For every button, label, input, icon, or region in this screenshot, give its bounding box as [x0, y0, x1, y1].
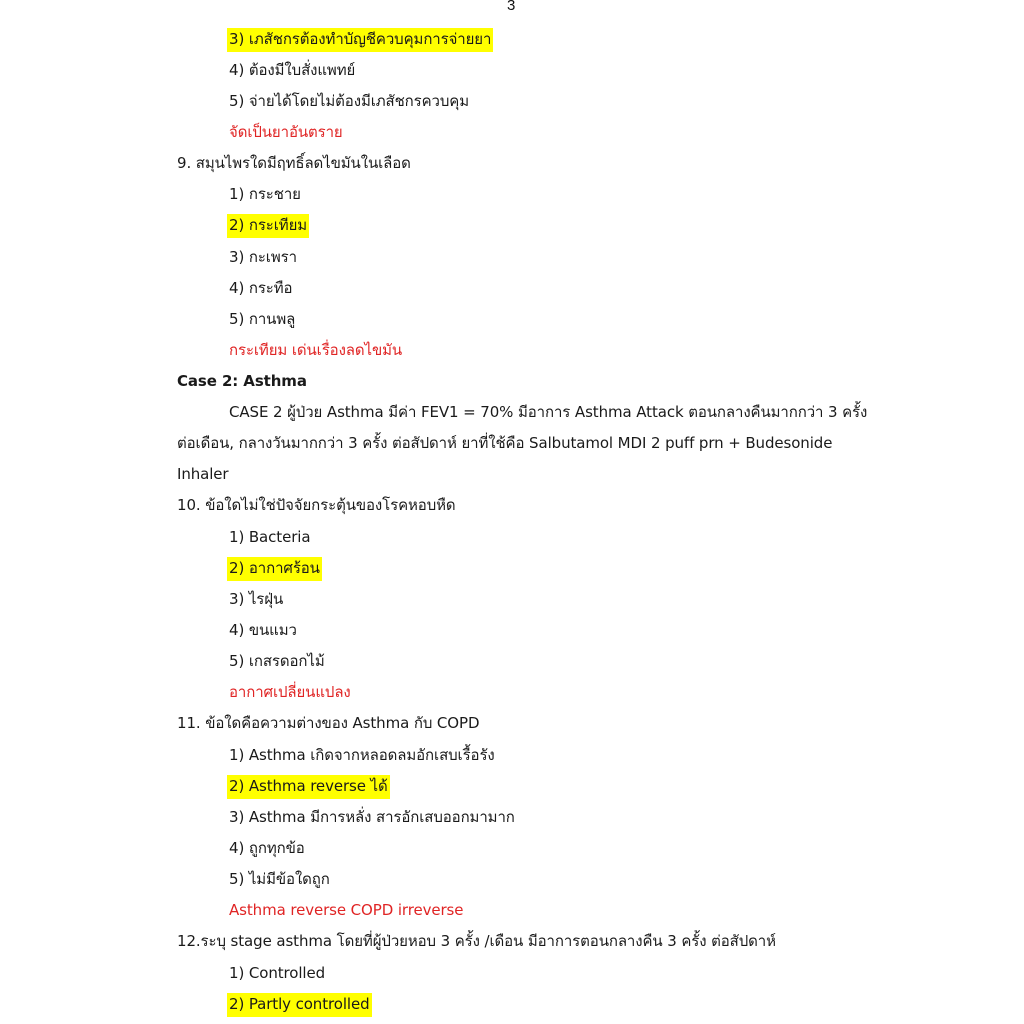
question-11: 11. ข้อใดคือความต่างของ Asthma กับ COPD: [177, 714, 480, 732]
case-heading: Case 2: Asthma: [177, 372, 307, 390]
option-line: [229, 775, 390, 797]
question-9: 9. สมุนไพรใดมีฤทธิ์ลดไขมันในเลือด: [177, 154, 411, 172]
answer-explanation: จัดเป็นยาอันตราย: [229, 123, 343, 141]
option-line: 4) ถูกทุกข้อ: [229, 839, 305, 857]
highlighted-answer: 2) Partly controlled: [227, 993, 372, 1017]
option-line: 4) ต้องมีใบสั่งแพทย์: [229, 61, 356, 79]
option-line: 1) Controlled: [229, 964, 326, 982]
answer-explanation: อากาศเปลี่ยนแปลง: [229, 683, 351, 701]
option-line: [229, 28, 493, 50]
page-number: 3: [507, 0, 516, 14]
case-paragraph-line: Inhaler: [177, 465, 229, 483]
highlighted-answer: 2) กระเทียม: [227, 214, 309, 238]
highlighted-answer: 3) เภสัชกรต้องทำบัญชีควบคุมการจ่ายยา: [227, 28, 493, 52]
option-line: 5) ไม่มีข้อใดถูก: [229, 870, 330, 888]
case-paragraph-line: CASE 2 ผู้ป่วย Asthma มีค่า FEV1 = 70% มีอาการ Asthma Attack ตอนกลางคืนมากกว่า 3 ครั้ง: [229, 403, 868, 421]
option-line: 3) กะเพรา: [229, 248, 297, 266]
option-line: 1) Asthma เกิดจากหลอดลมอักเสบเรื้อรัง: [229, 746, 495, 764]
highlighted-answer: 2) อากาศร้อน: [227, 557, 322, 581]
option-line: [229, 557, 322, 579]
option-line: 5) เกสรดอกไม้: [229, 652, 325, 670]
option-line: 4) ขนแมว: [229, 621, 297, 639]
option-line: 4) กระทือ: [229, 279, 293, 297]
question-12: 12.ระบุ stage asthma โดยที่ผู้ป่วยหอบ 3 ครั้ง /เดือน มีอาการตอนกลางคืน 3 ครั้ง ต่อสัปดาห์: [177, 932, 776, 950]
answer-explanation: กระเทียม เด่นเรื่องลดไขมัน: [229, 341, 403, 359]
option-line: 5) จ่ายได้โดยไม่ต้องมีเภสัชกรควบคุม: [229, 92, 470, 110]
option-line: 3) ไรฝุ่น: [229, 590, 284, 608]
question-10: 10. ข้อใดไม่ใช่ปัจจัยกระตุ้นของโรคหอบหืด: [177, 496, 456, 514]
option-line: [229, 993, 372, 1015]
option-line: 3) Asthma มีการหลั่ง สารอักเสบออกมามาก: [229, 808, 515, 826]
option-line: 5) กานพลู: [229, 310, 296, 328]
case-paragraph-line: ต่อเดือน, กลางวันมากกว่า 3 ครั้ง ต่อสัปดาห์ ยาที่ใช้คือ Salbutamol MDI 2 puff prn + Budesonide: [177, 434, 833, 452]
option-line: [229, 214, 309, 236]
option-line: 1) Bacteria: [229, 528, 311, 546]
answer-explanation: Asthma reverse COPD irreverse: [229, 901, 464, 919]
option-line: 1) กระชาย: [229, 185, 301, 203]
highlighted-answer: 2) Asthma reverse ได้: [227, 775, 390, 799]
